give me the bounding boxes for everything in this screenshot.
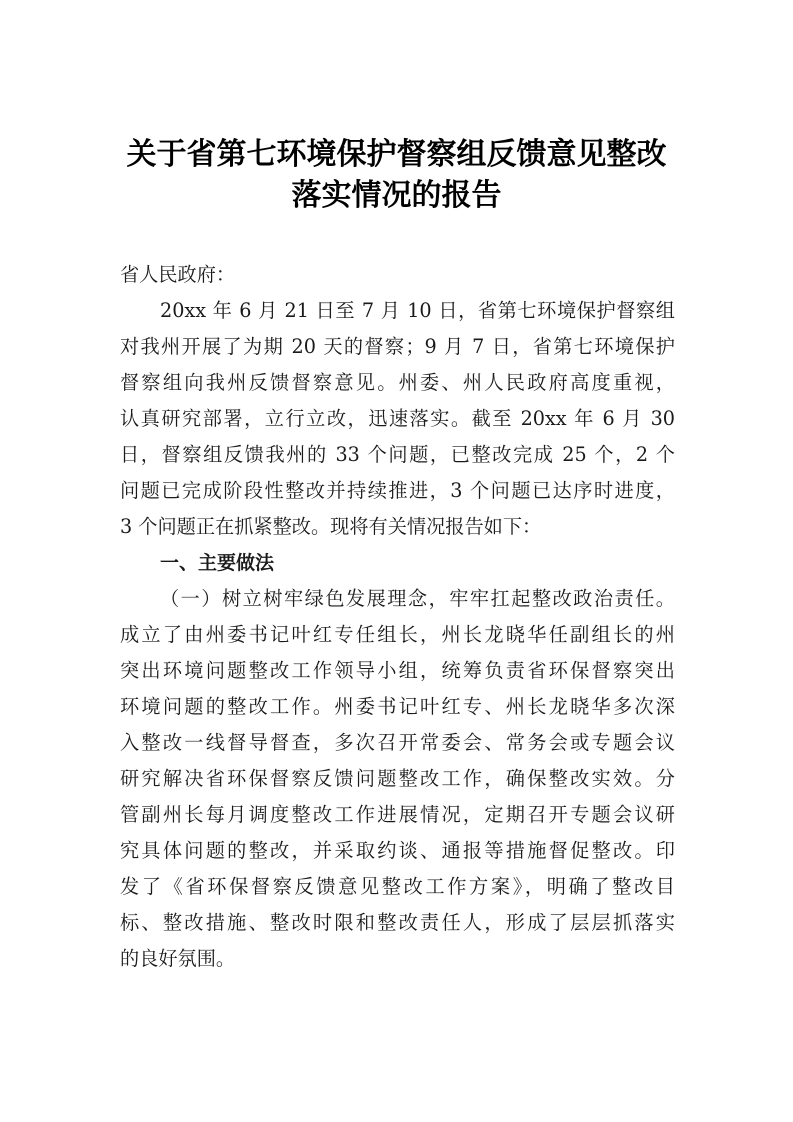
salutation: 省人民政府： <box>120 263 236 286</box>
paragraph-line: 标、整改措施、整改时限和整改责任人，形成了层层抓落实 <box>120 911 675 934</box>
paragraph-line: 认真研究部署，立行立改，迅速落实。截至 20xx 年 6 月 30 <box>120 407 675 430</box>
paragraph-line: 入整改一线督导督查，多次召开常委会、常务会或专题会议 <box>120 731 675 754</box>
section-heading: 一、主要做法 <box>160 552 275 574</box>
document-title-line-2: 落实情况的报告 <box>291 178 502 213</box>
paragraph-line: 督察组向我州反馈督察意见。州委、州人民政府高度重视， <box>120 371 675 394</box>
paragraph-line: 研究解决省环保督察反馈问题整改工作，确保整改实效。分 <box>120 767 675 790</box>
subsection-heading: （一）树立树牢绿色发展理念，牢牢扛起整改政治责任。 <box>160 587 675 610</box>
paragraph-line: 的良好氛围。 <box>120 947 236 970</box>
paragraph-line: 3 个问题正在抓紧整改。现将有关情况报告如下： <box>120 515 542 538</box>
paragraph-line: 成立了由州委书记叶红专任组长，州长龙晓华任副组长的州 <box>120 623 675 646</box>
paragraph-line: 发了《省环保督察反馈意见整改工作方案》，明确了整改目 <box>120 875 675 898</box>
paragraph-line: 日，督察组反馈我州的 33 个问题，已整改完成 25 个，2 个 <box>120 443 675 466</box>
document-title-line-1: 关于省第七环境保护督察组反馈意见整改 <box>126 137 667 172</box>
document-body <box>120 257 675 977</box>
paragraph-line: 突出环境问题整改工作领导小组，统筹负责省环保督察突出 <box>120 659 675 682</box>
paragraph-line: 究具体问题的整改，并采取约谈、通报等措施督促整改。印 <box>120 839 675 862</box>
paragraph-line: 环境问题的整改工作。州委书记叶红专、州长龙晓华多次深 <box>120 695 675 718</box>
paragraph-line: 问题已完成阶段性整改并持续推进，3 个问题已达序时进度， <box>120 479 675 502</box>
paragraph-line: 对我州开展了为期 20 天的督察；9 月 7 日，省第七环境保护 <box>120 335 675 358</box>
paragraph-intro <box>120 293 675 545</box>
paragraph-section1 <box>120 581 675 977</box>
paragraph-line: 20xx 年 6 月 21 日至 7 月 10 日，省第七环境保护督察组 <box>160 299 675 322</box>
paragraph-line: 管副州长每月调度整改工作进展情况，定期召开专题会议研 <box>120 803 675 826</box>
